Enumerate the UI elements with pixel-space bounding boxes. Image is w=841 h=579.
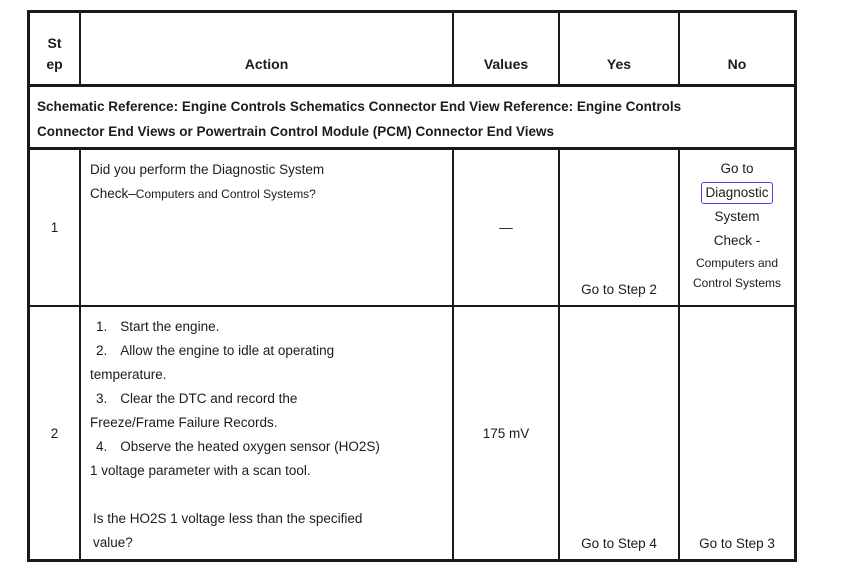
item2-number: 2. [96, 343, 108, 358]
action-question [90, 507, 442, 555]
row1-action-check-detail: Computers and Control Systems? [135, 187, 316, 201]
row1-no-computers: Computers and [695, 256, 779, 270]
row1-yes-cell [560, 150, 680, 307]
row1-step-cell [30, 150, 81, 307]
row1-no-cell [680, 150, 794, 307]
question-line2: value? [93, 535, 133, 550]
row2-yes-cell [560, 307, 680, 559]
yes-header-label: Yes [606, 56, 632, 72]
row1-action-cell [81, 150, 454, 307]
row1-no-check: Check - [713, 233, 761, 248]
schematic-reference-line1: Schematic Reference: Engine Controls Schematics Connector End View Reference: Engine Controls [37, 99, 682, 114]
step-header-line2: ep [46, 56, 63, 72]
action-step-item [90, 339, 442, 387]
diagnostic-link[interactable]: Diagnostic [701, 182, 772, 204]
row1-no-goto: Go to [720, 161, 754, 176]
no-column-header [680, 13, 794, 87]
item3-number: 3. [96, 391, 108, 406]
row2-no-cell [680, 307, 794, 559]
row1-values-dash: — [499, 220, 513, 235]
row1-yes-goto: Go to Step 2 [581, 282, 657, 297]
row2-values-cell [454, 307, 560, 559]
schematic-reference-line2: Connector End Views or Powertrain Control Module (PCM) Connector End Views [37, 124, 555, 139]
action-column-header [81, 13, 454, 87]
action-header-label: Action [244, 56, 289, 72]
row2-no-goto: Go to Step 3 [699, 536, 775, 551]
row2-action-cell [81, 307, 454, 559]
row2-yes-goto: Go to Step 4 [581, 536, 657, 551]
row1-action-check-prefix: Check– [90, 186, 136, 201]
item3-text: Clear the DTC and record the [120, 391, 298, 406]
yes-column-header [560, 13, 680, 87]
action-step-item [90, 315, 442, 339]
row1-values-cell [454, 150, 560, 307]
item1-number: 1. [96, 319, 108, 334]
action-step-item [90, 387, 442, 435]
no-header-label: No [727, 56, 747, 72]
row1-step-number: 1 [50, 220, 59, 235]
row1-no-system: System [714, 209, 760, 224]
row1-no-control-systems: Control Systems [692, 276, 782, 290]
action-step-item [90, 435, 442, 483]
row2-step-number: 2 [50, 425, 59, 441]
row2-step-cell [30, 307, 81, 559]
item2-text-cont: temperature. [90, 367, 167, 382]
row1-action-line1: Did you perform the Diagnostic System [90, 162, 325, 177]
values-header-label: Values [483, 56, 529, 72]
schematic-reference-row [30, 87, 794, 150]
row1-action-line2 [90, 182, 442, 206]
item4-number: 4. [96, 439, 108, 454]
diagnostic-table [27, 10, 797, 562]
step-column-header [30, 13, 81, 87]
row2-values-text: 175 mV [482, 425, 530, 441]
item2-text: Allow the engine to idle at operating [120, 343, 335, 358]
values-column-header [454, 13, 560, 87]
item4-text-cont: 1 voltage parameter with a scan tool. [90, 463, 311, 478]
item3-text-cont: Freeze/Frame Failure Records. [90, 415, 278, 430]
item4-text: Observe the heated oxygen sensor (HO2S) [120, 439, 380, 454]
step-header-line1: St [47, 35, 62, 51]
item1-text: Start the engine. [120, 319, 220, 334]
question-line1: Is the HO2S 1 voltage less than the specified [93, 511, 363, 526]
